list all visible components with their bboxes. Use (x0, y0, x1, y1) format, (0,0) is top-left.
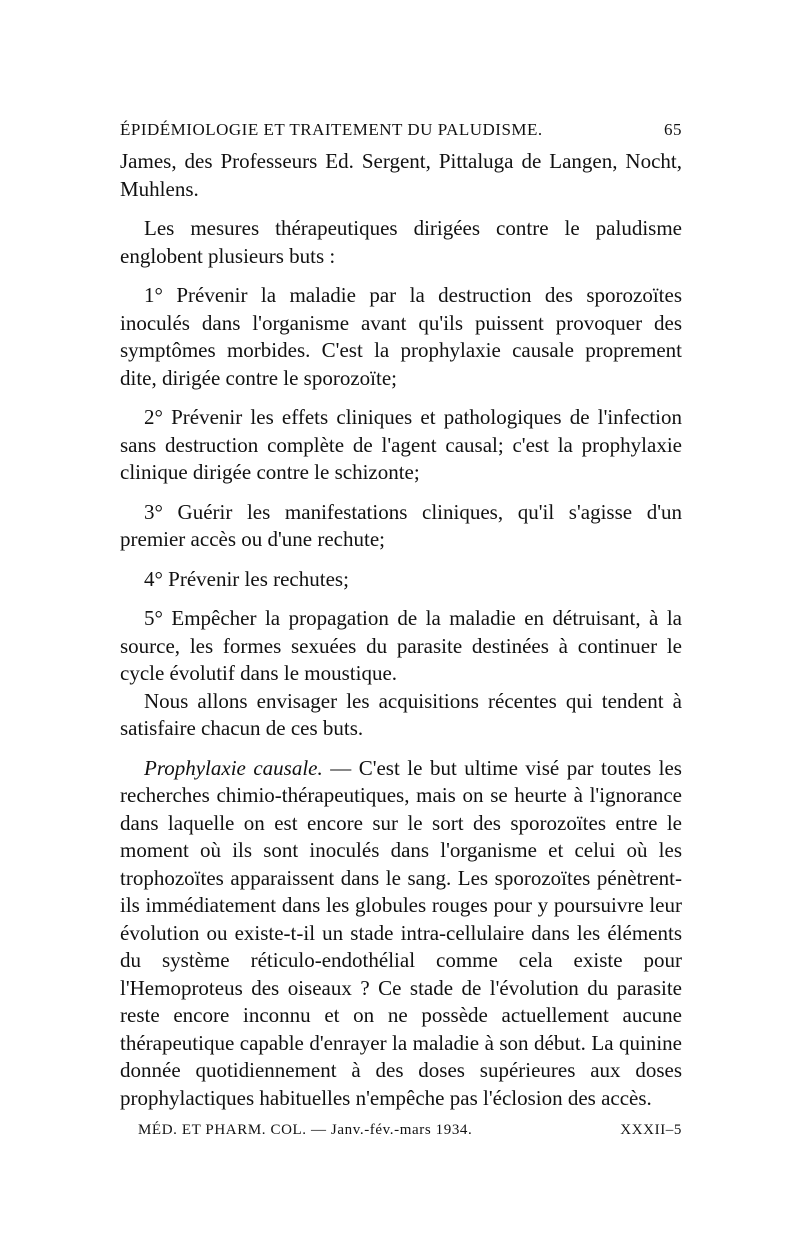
page-number: 65 (664, 120, 682, 139)
paragraph-item-3: 3° Guérir les manifestations cliniques, qu'il s'agisse d'un premier accès ou d'une rechute; (120, 499, 682, 551)
paragraph-item-2: 2° Prévenir les effets cliniques et pathologiques de l'infection sans destruction complète de l'agent causal; c'est la prophylaxie clinique dirigée contre le schizonte; (120, 405, 682, 484)
document-page (120, 120, 682, 1139)
paragraph-intro: Les mesures thérapeutiques dirigées contre le paludisme englobent plusieurs buts : (120, 216, 682, 268)
running-header (120, 120, 682, 140)
footer-source: MÉD. ET PHARM. COL. — Janv.-fév.-mars 1934. (138, 1122, 473, 1138)
section-runin-heading: Prophylaxie causale. (144, 755, 323, 780)
paragraph-item-1: 1° Prévenir la maladie par la destruction des sporozoïtes inoculés dans l'organisme avant qu'ils puissent provoquer des symptômes morbides. C'est la prophylaxie causale proprement dite, dirigée contre le sporozoïte; (120, 283, 682, 390)
running-title: ÉPIDÉMIOLOGIE ET TRAITEMENT DU PALUDISME. (120, 120, 543, 139)
section-body-text: — C'est le but ultime visé par toutes les recherches chimio-thérapeutiques, mais on se heurte à l'ignorance dans laquelle on est encore sur le sort des sporozoïtes entre le moment où ils sont inoculés dans l'organisme et celui où les trophozoïtes apparaissent dans le sang. Les sporozoïtes pénètrent-ils immédiatement dans les globules rouges pour y poursuivre leur évolution ou existe-t-il un stade intra-cellulaire dans les éléments du système réticulo-endothélial comme cela existe pour l'Hemoproteus des oiseaux ? Ce stade de l'évolution du parasite reste encore inconnu et on ne possède actuellement aucune thérapeutique capable d'enrayer la maladie à son début. La quinine donnée quotidiennement à des doses supérieures aux doses prophylactiques habituelles n'empêche pas l'éclosion des accès. (120, 755, 682, 1110)
page-footer (120, 1122, 682, 1139)
paragraph-item-5: 5° Empêcher la propagation de la maladie en détruisant, à la source, les formes sexuées du parasite destinées à continuer le cycle évolutif dans le moustique. (120, 606, 682, 685)
paragraph-causal-prophylaxis (120, 755, 682, 1113)
paragraph-transition: Nous allons envisager les acquisitions récentes qui tendent à satisfaire chacun de ces buts. (120, 688, 682, 740)
paragraph-names: James, des Professeurs Ed. Sergent, Pittaluga de Langen, Nocht, Muhlens. (120, 149, 682, 201)
paragraph-item-4: 4° Prévenir les rechutes; (144, 566, 349, 591)
footer-signature: XXXII–5 (620, 1122, 682, 1138)
